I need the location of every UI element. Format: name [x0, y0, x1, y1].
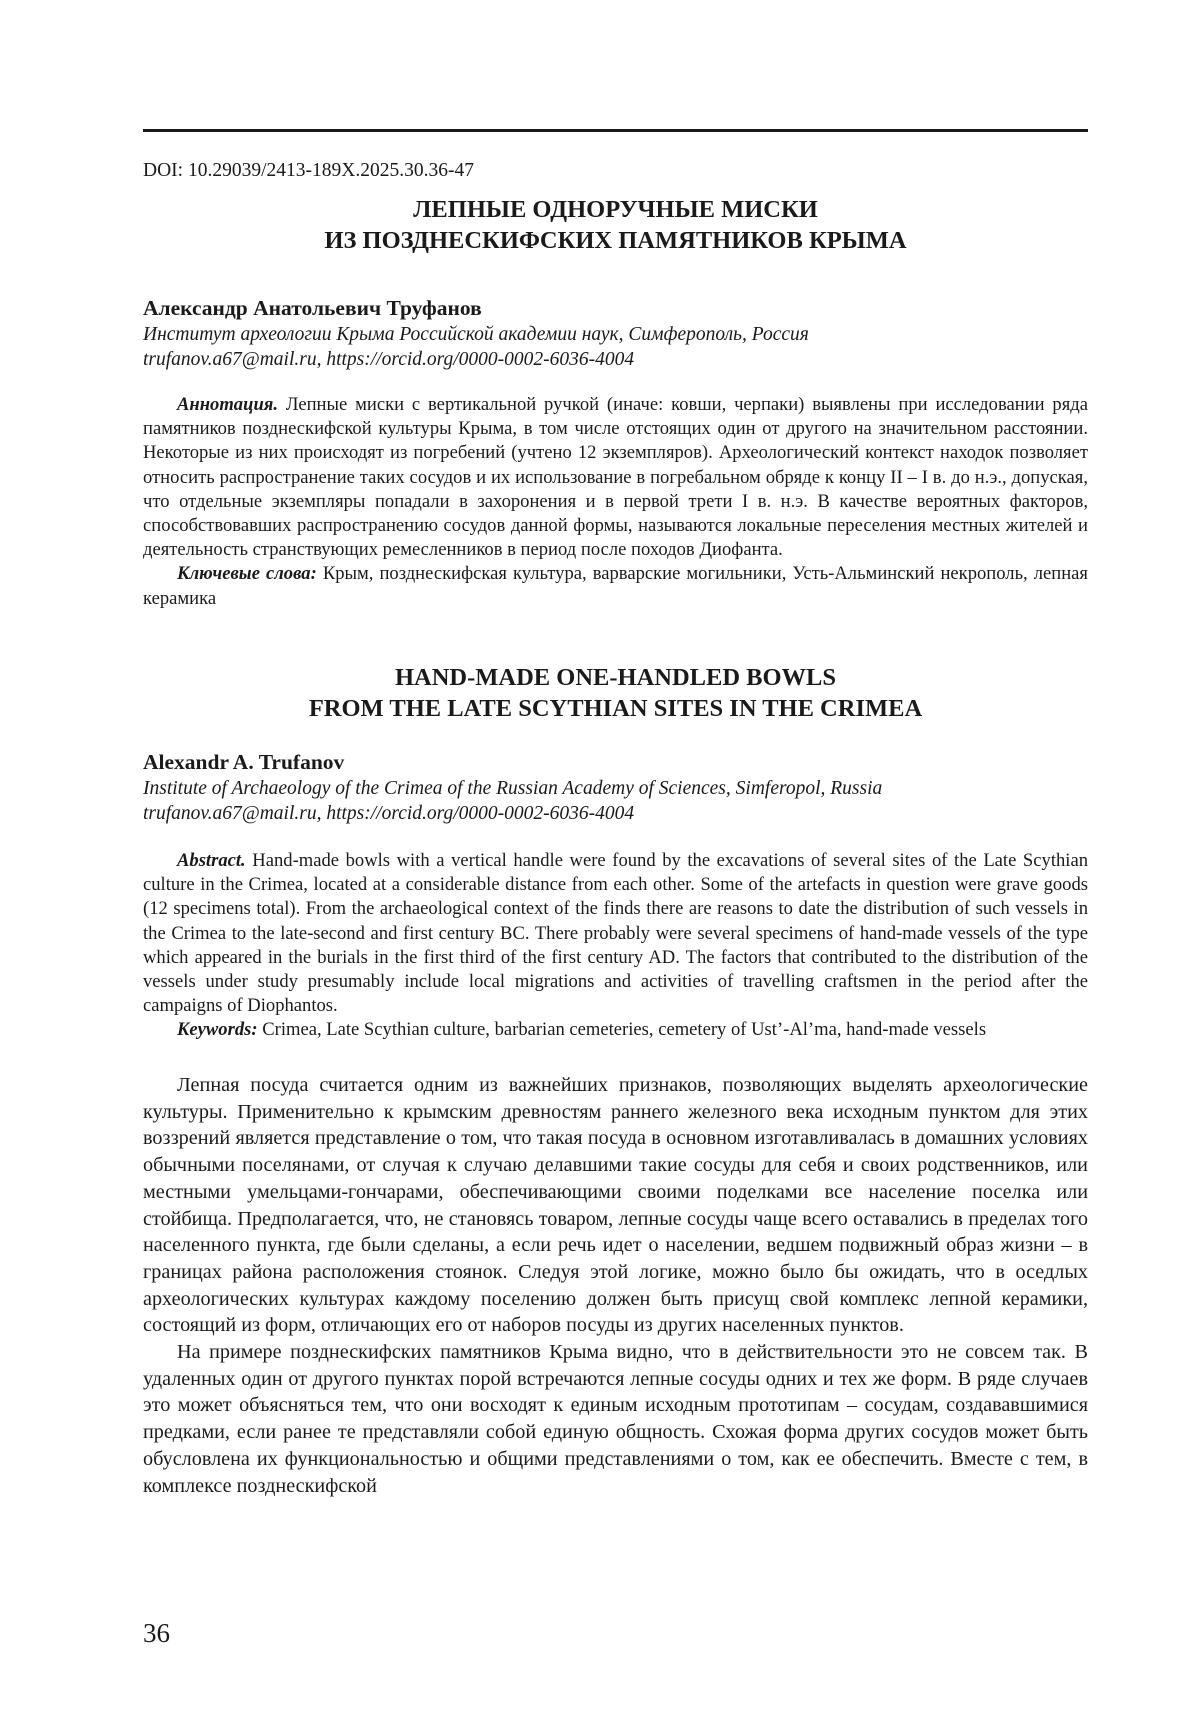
en-keywords-label: Keywords: — [177, 1019, 258, 1041]
en-affiliation-block — [143, 776, 882, 826]
en-title — [143, 662, 1088, 724]
body-paragraph-2: На примере позднескифских памятников Крыма видно, что в действительности это не совсем так. В удаленных один от другого пунктах порой встречаются лепные сосуды одних и тех же форм. В ряде случаев это может объясняться тем, что они восходят к единым исходным прототипам – сосудам, создававшимися предками, если ранее те представляли собой единую общность. Схожая форма других сосудов может быть обусловлена их функциональностью и общими представлениями о том, как ее обеспечить. Вместе с тем, в комплексе позднескифской — [143, 1341, 1088, 1497]
ru-affiliation-block — [143, 322, 809, 372]
ru-title — [143, 194, 1088, 256]
en-abstract-label: Abstract. — [177, 850, 246, 871]
en-abstract-text: Hand-made bowls with a vertical handle were found by the excavations of several sites of the Late Scythian culture in the Crimea, located at a considerable distance from each other. Some of the artefacts in question were grave goods (12 specimens total). From the archaeological context of the finds there are reasons to date the distribution of such vessels in the Crimea to the late-second and first century BC. There probably were several specimens of hand-made vessels of the type which appeared in the burials in the first third of the first century AD. The factors that contributed to the distribution of the vessels under study presumably include local migrations and activities of travelling craftsmen in the period after the campaigns of Diophantos. — [143, 850, 1089, 1017]
en-author: Alexandr A. Trufanov — [143, 750, 345, 774]
page-number: 36 — [143, 1618, 170, 1648]
ru-affiliation: Институт археологии Крыма Российской академии наук, Симферополь, Россия — [143, 324, 809, 345]
ru-abstract-text: Лепные миски с вертикальной ручкой (иначе: ковши, черпаки) выявлены при исследовании ряда памятников позднескифской культуры Крыма, в том числе отстоящих один от другого на значительном расстоянии. Некоторые из них происходят из погребений (учтено 12 экземпляров). Археологический контекст находок позволяет относить распространение таких сосудов и их использование в погребальном обряде к концу II – I в. до н.э., допуская, что отдельные экземпляры попадали в захоронения и в первой трети I в. н.э. В качестве вероятных факторов, способствовавших распространению сосудов данной формы, называются локальные переселения местных жителей и деятельность странствующих ремесленников в период после походов Диофанта. — [143, 394, 1088, 561]
ru-title-line-2: ИЗ ПОЗДНЕСКИФСКИХ ПАМЯТНИКОВ КРЫМА — [324, 227, 907, 254]
ru-contact: trufanov.a67@mail.ru, https://orcid.org/0000-0002-6036-4004 — [143, 349, 635, 370]
ru-title-line-1: ЛЕПНЫЕ ОДНОРУЧНЫЕ МИСКИ — [413, 196, 818, 223]
doi-line: DOI: 10.29039/2413-189X.2025.30.36-47 — [143, 160, 474, 181]
ru-keywords-text: Крым, позднескифская культура, варварские могильники, Усть-Альминский некрополь, лепная керамика — [143, 563, 1088, 609]
en-title-line-2: FROM THE LATE SCYTHIAN SITES IN THE CRIMEA — [308, 695, 923, 722]
body-text — [143, 1072, 1088, 1499]
ru-author: Александр Анатольевич Труфанов — [143, 296, 482, 320]
en-keywords-text: Crimea, Late Scythian culture, barbarian cemeteries, cemetery of Ust’-Al’ma, hand-made vessels — [262, 1019, 987, 1041]
en-abstract — [143, 849, 1088, 1043]
en-contact: trufanov.a67@mail.ru, https://orcid.org/0000-0002-6036-4004 — [143, 803, 635, 824]
en-affiliation: Institute of Archaeology of the Crimea of the Russian Academy of Sciences, Simferopol, Russia — [143, 778, 883, 799]
en-title-line-1: HAND-MADE ONE-HANDLED BOWLS — [394, 664, 837, 691]
ru-abstract-label: Аннотация. — [177, 394, 279, 415]
body-paragraph-1: Лепная посуда считается одним из важнейших признаков, позволяющих выделять археологические культуры. Применительно к крымским древностям раннего железного века исходным пунктом для этих воззрений является представление о том, что такая посуда в основном изготавливалась в домашних условиях обычными поселянами, от случая к случаю делавшими такие сосуды для себя и своих родственников, или местными умельцами-гончарами, обеспечивающими своими поделками все население поселка или стойбища. Предполагается, что, не становясь товаром, лепные сосуды чаще всего оставались в пределах того населенного пункта, где были сделаны, а если речь идет о населении, ведшем подвижный образ жизни – в границах района расположения стоянок. Следуя этой логике, можно было бы ожидать, что в оседлых археологических культурах каждому поселению должен быть присущ свой комплекс лепной керамики, состоящий из форм, отличающих его от наборов посуды из других населенных пунктов. — [143, 1074, 1088, 1337]
header-rule — [143, 129, 1088, 132]
ru-abstract — [143, 393, 1088, 611]
ru-keywords-label: Ключевые слова: — [177, 563, 317, 585]
